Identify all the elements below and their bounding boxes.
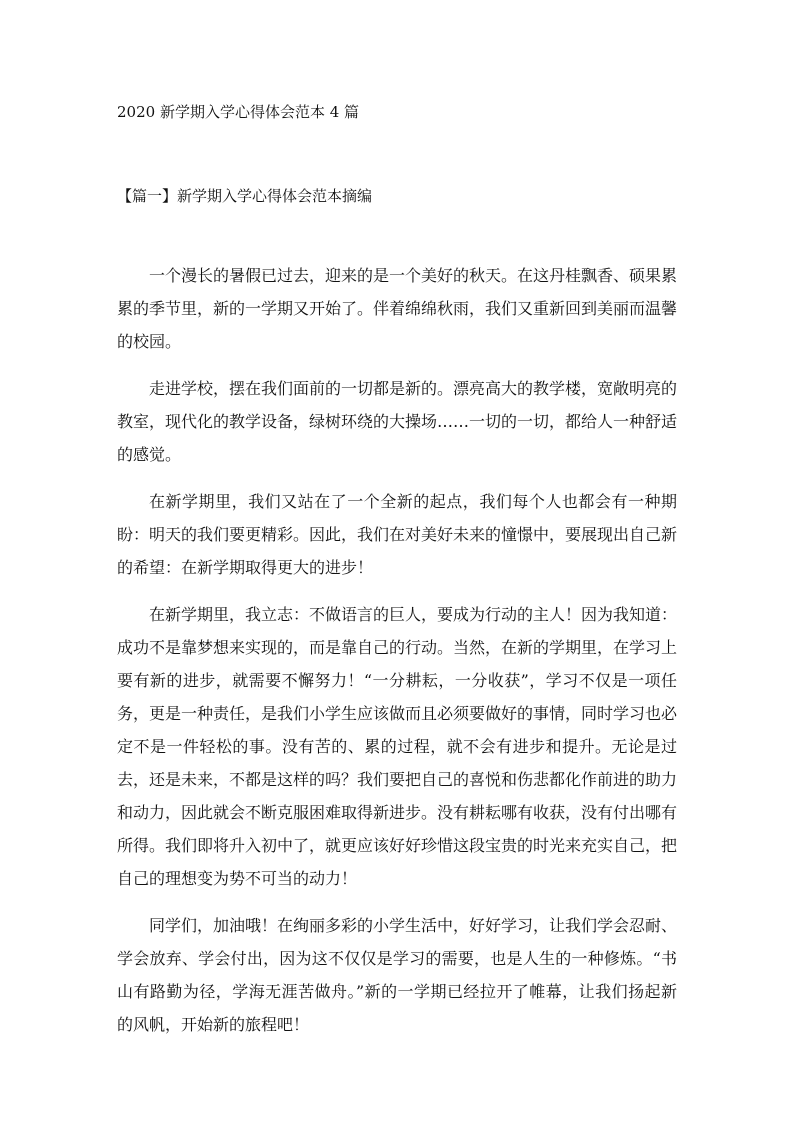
paragraph-5: 同学们，加油哦！在绚丽多彩的小学生活中，好好学习，让我们学会忍耐、学会放弃、学会付出，因为这不仅仅是学习的需要，也是人生的一种修炼。“书山有路勤为径，学海无涯苦做舟。”新的一学期已经拉开了帷幕，让我们扬起新的风帆，开始新的旅程吧！ — [117, 916, 678, 1034]
paragraph-4: 在新学期里，我立志：不做语言的巨人，要成为行动的主人！因为我知道：成功不是靠梦想来实现的，而是靠自己的行动。当然，在新的学期里，在学习上要有新的进步，就需要不懈努力！“一分耕耘，一分收获”，学习不仅是一项任务，更是一种责任，是我们小学生应该做而且必须要做好的事情，同时学习也必定不是一件轻松的事。没有苦的、累的过程，就不会有进步和提升。无论是过去，还是未来，不都是这样的吗？我们要把自己的喜悦和伤悲都化作前进的助力和动力，因此就会不断克服困难取得新进步。没有耕耘哪有收获，没有付出哪有所得。我们即将升入初中了，就更应该好好珍惜这段宝贵的时光来充实自己，把自己的理想变为势不可当的动力！ — [117, 605, 678, 888]
paragraph-2: 走进学校，摆在我们面前的一切都是新的。漂亮高大的教学楼，宽敞明亮的教室，现代化的教学设备，绿树环绕的大操场……一切的一切，都给人一种舒适的感觉。 — [117, 379, 678, 464]
document-body — [117, 259, 677, 1055]
paragraph-3: 在新学期里，我们又站在了一个全新的起点，我们每个人也都会有一种期盼：明天的我们要更精彩。因此，我们在对美好未来的憧憬中，要展现出自己新的希望：在新学期取得更大的进步！ — [117, 492, 678, 577]
paragraph-1: 一个漫长的暑假已过去，迎来的是一个美好的秋天。在这丹桂飘香、硕果累累的季节里，新的一学期又开始了。伴着绵绵秋雨，我们又重新回到美丽而温馨的校园。 — [117, 266, 678, 351]
section-heading: 【篇一】新学期入学心得体会范本摘编 — [117, 187, 373, 205]
document-title: 2020 新学期入学心得体会范本 4 篇 — [117, 103, 360, 121]
